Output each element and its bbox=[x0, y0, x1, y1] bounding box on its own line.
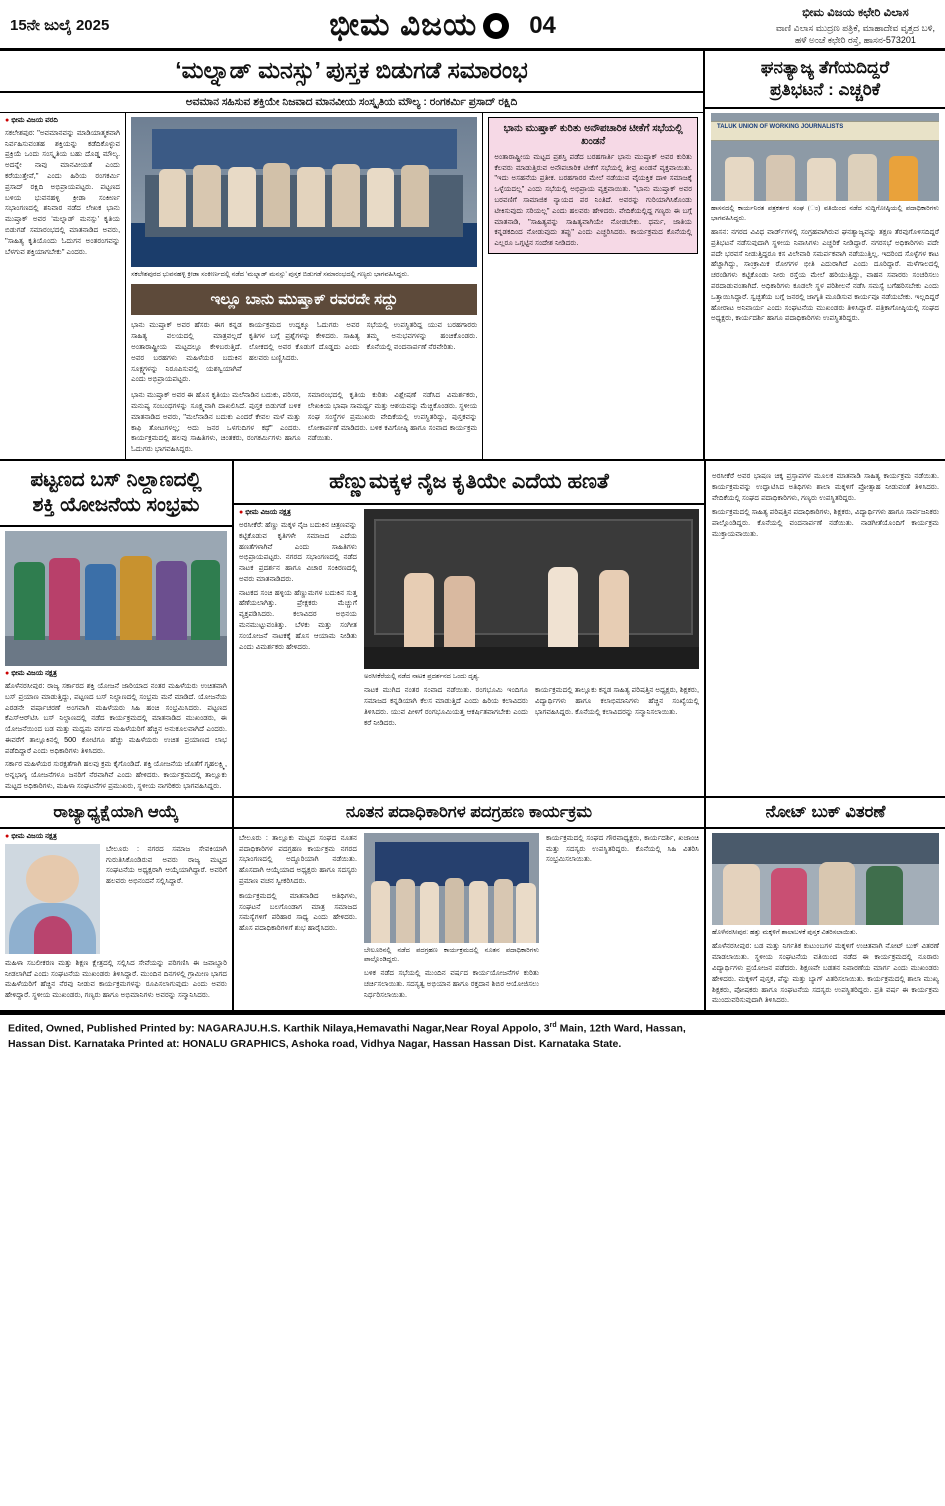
office-address-line-3: ಹಳೆ ಅಂಚೆ ಕಛೇರಿ ರಸ್ತೆ, ಹಾಸನ-573201 bbox=[794, 34, 916, 45]
lead-column-3 bbox=[483, 113, 703, 459]
oath-column-photo bbox=[364, 833, 539, 1000]
lead-story-right bbox=[705, 51, 945, 459]
lead-extra-columns bbox=[131, 390, 477, 455]
lead-headline: ‘ಮಲ್ನಾಡ್ ಮನಸ್ಸು’ ಪುಸ್ತಕ ಬಿಡುಗಡೆ ಸಮಾರಂಭ bbox=[0, 51, 703, 93]
shakti-headline bbox=[0, 461, 232, 527]
feature-banner: ಇಲ್ಲೂ ಬಾನು ಮುಷ್ತಾಕ್ ರವರದೇ ಸದ್ದು bbox=[131, 284, 477, 315]
drama-text-1: ಅರಸೀಕೆರೆ: ಹೆಣ್ಣು ಮಕ್ಕಳ ನೈಜ ಬದುಕಿನ ಚಿತ್ರಣವನ್ನು ಕಟ್ಟಿಕೊಡುವ ಕೃತಿಗಳೇ ಸಮಾಜದ ಎದೆಯ ಹಣತೆಗಳಾಗಿವೆ ಎಂದು ಸಾಹಿತಿಗಳು ಅಭಿಪ್ರಾಯಪಟ್ಟರು. ನಗರದ ಸಭಾಂಗಣದಲ್ಲಿ ನಡೆದ ನಾಟಕ ಪ್ರದರ್ಶನ ಹಾಗೂ ವಿಚಾರ ಸಂಕಿರಣದಲ್ಲಿ ಅವರು ಮಾತನಾಡಿದರು. bbox=[239, 519, 357, 583]
drama-story bbox=[234, 461, 706, 796]
drama-text-3: ನಾಟಕ ಮುಗಿದ ನಂತರ ಸಂವಾದ ನಡೆಯಿತು. ರಂಗಭೂಮಿ ಇಂದಿಗೂ ಸಮಾಜದ ಕನ್ನಡಿಯಾಗಿ ಕೆಲಸ ಮಾಡುತ್ತಿದೆ ಎಂದು ಹಿರಿಯ ಕಲಾವಿದರು ತಿಳಿಸಿದರು. ಯುವ ಪೀಳಿಗೆ ರಂಗಭೂಮಿಯತ್ತ ಆಕರ್ಷಿತವಾಗಬೇಕು ಎಂದು ಕರೆ ನೀಡಿದರು. bbox=[364, 685, 528, 727]
office-address-line-1: ಭೀಮ ವಿಜಯ ಕಛೇರಿ ವಿಲಾಸ bbox=[802, 7, 909, 19]
office-address bbox=[776, 6, 935, 46]
lead-story-left bbox=[0, 51, 705, 459]
byline: ● ಭೀಮ ವಿಜಯ ವರದಿ bbox=[5, 116, 58, 124]
right-headline bbox=[705, 51, 945, 109]
state-president-byline: ● ಭೀಮ ವಿಜಯ ನಕ್ಷತ್ರ bbox=[5, 832, 57, 840]
banner-column-1: ಭಾನು ಮುಷ್ತಾಕ್ ಅವರ ಹೆಸರು ಈಗ ಕನ್ನಡ ಸಾಹಿತ್ಯ ವಲಯದಲ್ಲಿ ಮಾತ್ರವಲ್ಲದೆ ಅಂತಾರಾಷ್ಟ್ರೀಯ ಮಟ್ಟದಲ್ಲೂ ಕೇಳಿಬರುತ್ತಿದೆ. ಅವರ ಬರಹಗಳು ಮಹಿಳೆಯರ ಬದುಕಿನ ಸೂಕ್ಷ್ಮಗಳನ್ನು ನಿರೂಪಿಸುವಲ್ಲಿ ಯಶಸ್ವಿಯಾಗಿವೆ ಎಂದು ಅಭಿಪ್ರಾಯಪಟ್ಟರು. bbox=[131, 320, 242, 384]
state-president-byline-text: ಭೀಮ ವಿಜಯ ನಕ್ಷತ್ರ bbox=[11, 832, 57, 840]
shakti-headline-line-2: ಶಕ್ತಿ ಯೋಜನೆಯ ಸಂಭ್ರಮ bbox=[32, 493, 200, 516]
section-bottom bbox=[0, 798, 945, 1012]
masthead bbox=[0, 0, 945, 51]
press-meet-caption: ಹಾಸನದಲ್ಲಿ ಕಾರ್ಯನಿರತ ಪತ್ರಕರ್ತರ ಸಂಘ (ಂ) ವತಿಯಿಂದ ನಡೆದ ಸುದ್ದಿಗೋಷ್ಠಿಯಲ್ಲಿ ಪದಾಧಿಕಾರಿಗಳು ಭಾಗವಹಿಸಿದ್ದರು. bbox=[711, 204, 939, 222]
right-story-text: ಹಾಸನ: ನಗರದ ವಿವಿಧ ವಾರ್ಡ್‌ಗಳಲ್ಲಿ ಸಂಗ್ರಹವಾಗಿರುವ ಘನತ್ಯಾಜ್ಯವನ್ನು ತಕ್ಷಣ ತೆರವುಗೊಳಿಸದಿದ್ದರೆ ಪ್ರತಿಭಟನೆ ನಡೆಸುವುದಾಗಿ ಸ್ಥಳೀಯ ನಿವಾಸಿಗಳು ಎಚ್ಚರಿಕೆ ನೀಡಿದ್ದಾರೆ. ನಗರಸಭೆ ಅಧಿಕಾರಿಗಳು ಪದೇ ಪದೇ ಭರವಸೆ ನೀಡುತ್ತಿದ್ದರೂ ಕಸ ವಿಲೇವಾರಿ ಸಮರ್ಪಕವಾಗಿ ನಡೆಯುತ್ತಿಲ್ಲ. ಇದರಿಂದ ಸೊಳ್ಳೆಗಳ ಕಾಟ ಹೆಚ್ಚಾಗಿದ್ದು, ಸಾಂಕ್ರಾಮಿಕ ರೋಗಗಳ ಭೀತಿ ಎದುರಾಗಿದೆ ಎಂದು ದೂರಿದ್ದಾರೆ. ಮಳೆಗಾಲದಲ್ಲಿ ಚರಂಡಿಗಳು ಕಟ್ಟಿಕೊಂಡು ನೀರು ರಸ್ತೆಯ ಮೇಲೆ ಹರಿಯುತ್ತಿದ್ದು, ವಾಹನ ಸವಾರರು ಸಂಚರಿಸಲು ಪರದಾಡುವಂತಾಗಿದೆ. ಅಧಿಕಾರಿಗಳು ಕೂಡಲೇ ಸ್ಥಳ ಪರಿಶೀಲನೆ ನಡೆಸಿ ಸಮಸ್ಯೆ ಬಗೆಹರಿಸಬೇಕು ಎಂದು ಒತ್ತಾಯಿಸಿದ್ದಾರೆ. ಸ್ವಚ್ಛತೆಯ ಬಗ್ಗೆ ಜನರಲ್ಲಿ ಜಾಗೃತಿ ಮೂಡಿಸುವ ಕಾರ್ಯವೂ ನಡೆಯಬೇಕು. ಇಲ್ಲದಿದ್ದರೆ ಹೋರಾಟ ಅನಿವಾರ್ಯ ಎಂದು ಸಂಘಟನೆಯ ಮುಖಂಡರು ತಿಳಿಸಿದ್ದಾರೆ. ಪತ್ರಿಕಾಗೋಷ್ಠಿಯಲ್ಲಿ ಸಂಘದ ಅಧ್ಯಕ್ಷರು, ಕಾರ್ಯದರ್ಶಿ ಹಾಗೂ ಪದಾಧಿಕಾರಿಗಳು ಉಪಸ್ಥಿತರಿದ್ದರು. bbox=[711, 227, 939, 323]
drama-byline-text: ಭೀಮ ವಿಜಯ ನಕ್ಷತ್ರ bbox=[245, 508, 291, 516]
drama-byline: ● ಭೀಮ ವಿಜಯ ನಕ್ಷತ್ರ bbox=[239, 508, 291, 516]
shakti-byline: ● ಭೀಮ ವಿಜಯ ನಕ್ಷತ್ರ bbox=[5, 669, 57, 677]
sidebar-box-criticism bbox=[488, 117, 698, 254]
oath-photo bbox=[364, 833, 539, 943]
newspaper-title: ಭೀಮ ವಿಜಯ bbox=[329, 7, 478, 43]
oath-text-1: ಬೇಲೂರು : ತಾಲ್ಲೂಕು ಮಟ್ಟದ ಸಂಘದ ನೂತನ ಪದಾಧಿಕಾರಿಗಳ ಪದಗ್ರಹಣ ಕಾರ್ಯಕ್ರಮ ನಗರದ ಸಭಾಂಗಣದಲ್ಲಿ ಅದ್ಧೂರಿಯಾಗಿ ನಡೆಯಿತು. ಹೊಸದಾಗಿ ಆಯ್ಕೆಯಾದ ಅಧ್ಯಕ್ಷರು ಹಾಗೂ ಸದಸ್ಯರು ಪ್ರಮಾಣ ವಚನ ಸ್ವೀಕರಿಸಿದರು. bbox=[239, 832, 357, 886]
shakti-byline-text: ಭೀಮ ವಿಜಯ ನಕ್ಷತ್ರ bbox=[11, 669, 57, 677]
oath-text-4: ಕಾರ್ಯಕ್ರಮದಲ್ಲಿ ಸಂಘದ ಗೌರವಾಧ್ಯಕ್ಷರು, ಕಾರ್ಯದರ್ಶಿ, ಖಜಾಂಚಿ ಮತ್ತು ಸದಸ್ಯರು ಉಪಸ್ಥಿತರಿದ್ದರು. ಕೊನೆಯಲ್ಲಿ ಸಿಹಿ ವಿತರಿಸಿ ಸಂಭ್ರಮಿಸಲಾಯಿತು. bbox=[546, 832, 699, 864]
oath-column-3 bbox=[546, 833, 699, 1000]
oath-ceremony-headline: ನೂತನ ಪದಾಧಿಕಾರಿಗಳ ಪದಗ್ರಹಣ ಕಾರ್ಯಕ್ರಮ bbox=[234, 798, 704, 829]
drama-headline: ಹೆಣ್ಣುಮಕ್ಕಳ ನೈಜ ಕೃತಿಯೇ ಎದೆಯ ಹಣತೆ bbox=[234, 461, 704, 505]
oath-text-2: ಕಾರ್ಯಕ್ರಮದಲ್ಲಿ ಮಾತನಾಡಿದ ಅತಿಥಿಗಳು, ಸಂಘಟನೆ ಬಲಗೊಂಡಾಗ ಮಾತ್ರ ಸಮಾಜದ ಸಮಸ್ಯೆಗಳಿಗೆ ಪರಿಹಾರ ಸಾಧ್ಯ ಎಂದು ಹೇಳಿದರು. ಹೊಸ ಪದಾಧಿಕಾರಿಗಳಿಗೆ ಶುಭ ಹಾರೈಸಿದರು. bbox=[239, 890, 357, 933]
shakti-headline-line-1: ಪಟ್ಟಣದ ಬಸ್ ನಿಲ್ದಾಣದಲ್ಲಿ bbox=[30, 468, 202, 491]
logo-icon bbox=[483, 13, 509, 39]
lead-body bbox=[0, 113, 703, 459]
drama-side-text-2: ಕಾರ್ಯಕ್ರಮದಲ್ಲಿ ಸಾಹಿತ್ಯ ಪರಿಷತ್ತಿನ ಪದಾಧಿಕಾರಿಗಳು, ಶಿಕ್ಷಕರು, ವಿದ್ಯಾರ್ಥಿಗಳು ಹಾಗೂ ಸಾರ್ವಜನಿಕರು ಪಾಲ್ಗೊಂಡಿದ್ದರು. ಕೊನೆಯಲ್ಲಿ ವಂದನಾರ್ಪಣೆ ನಡೆಯಿತು. ನಾಡಗೀತೆಯೊಂದಿಗೆ ಕಾರ್ಯಕ್ರಮ ಮುಕ್ತಾಯವಾಯಿತು. bbox=[712, 507, 939, 538]
lead-column-3-text: ಸಮಾರಂಭದಲ್ಲಿ ಕೃತಿಯ ಕುರಿತು ವಿಶ್ಲೇಷಣೆ ನಡೆಸಿದ ವಿಮರ್ಶಕರು, ಲೇಖಕಿಯ ಭಾಷಾ ಸಾಮರ್ಥ್ಯ ಮತ್ತು ಆಶಯವನ್ನು ಮೆಚ್ಚಿಕೊಂಡರು. ಸ್ಥಳೀಯ ಸಂಘ ಸಂಸ್ಥೆಗಳ ಪ್ರಮುಖರು ವೇದಿಕೆಯಲ್ಲಿ ಉಪಸ್ಥಿತರಿದ್ದು, ಪುಸ್ತಕವನ್ನು ಲೋಕಾರ್ಪಣೆ ಮಾಡಿದರು. ಬಳಿಕ ಕವಿಗೋಷ್ಠಿ ಹಾಗೂ ಸಂವಾದ ಕಾರ್ಯಕ್ರಮ ನಡೆಯಿತು. bbox=[307, 390, 478, 443]
masthead-center bbox=[329, 7, 556, 44]
drama-text-4: ಕಾರ್ಯಕ್ರಮದಲ್ಲಿ ತಾಲ್ಲೂಕು ಕನ್ನಡ ಸಾಹಿತ್ಯ ಪರಿಷತ್ತಿನ ಅಧ್ಯಕ್ಷರು, ಶಿಕ್ಷಕರು, ವಿದ್ಯಾರ್ಥಿಗಳು ಹಾಗೂ ಕಲಾಭಿಮಾನಿಗಳು ಹೆಚ್ಚಿನ ಸಂಖ್ಯೆಯಲ್ಲಿ ಭಾಗವಹಿಸಿದ್ದರು. ಕೊನೆಯಲ್ಲಿ ಕಲಾವಿದರನ್ನು ಸನ್ಮಾನಿಸಲಾಯಿತು. bbox=[535, 685, 699, 717]
oath-column-1 bbox=[239, 833, 357, 1000]
page-number: 04 bbox=[529, 11, 556, 39]
notebook-text: ಹೊಳೆನರಸೀಪುರ: ಬಡ ಮತ್ತು ನಿರ್ಗತಿಕ ಕುಟುಂಬಗಳ ಮಕ್ಕಳಿಗೆ ಉಚಿತವಾಗಿ ನೋಟ್ ಬುಕ್ ವಿತರಣೆ ಮಾಡಲಾಯಿತು. ಸ್ಥಳೀಯ ಸಂಘಟನೆಯ ವತಿಯಿಂದ ನಡೆದ ಈ ಕಾರ್ಯಕ್ರಮದಲ್ಲಿ ನೂರಾರು ವಿದ್ಯಾರ್ಥಿಗಳು ಪ್ರಯೋಜನ ಪಡೆದರು. ಶಿಕ್ಷಣವೇ ಬಡತನ ನಿವಾರಣೆಯ ಮಾರ್ಗ ಎಂದು ಮುಖಂಡರು ಹೇಳಿದರು. ಮಕ್ಕಳಿಗೆ ಪುಸ್ತಕ, ಪೆನ್ನು ಮತ್ತು ಬ್ಯಾಗ್ ವಿತರಿಸಲಾಯಿತು. ಕಾರ್ಯಕ್ರಮದಲ್ಲಿ ಶಾಲಾ ಮುಖ್ಯ ಶಿಕ್ಷಕರು, ಪೋಷಕರು ಹಾಗೂ ಸಂಘಟನೆಯ ಸದಸ್ಯರು ಉಪಸ್ಥಿತರಿದ್ದರು. ಪ್ರತಿ ವರ್ಷ ಈ ಕಾರ್ಯಕ್ರಮ ಮುಂದುವರಿಸುವುದಾಗಿ ತಿಳಿಸಿದರು. bbox=[712, 941, 939, 1005]
state-president-headline: ರಾಜ್ಯಾಧ್ಯಕ್ಷೆಯಾಗಿ ಆಯ್ಕೆ bbox=[0, 798, 232, 829]
state-president-text-2: ಮಹಿಳಾ ಸಬಲೀಕರಣ ಮತ್ತು ಶಿಕ್ಷಣ ಕ್ಷೇತ್ರದಲ್ಲಿ ಸಲ್ಲಿಸಿದ ಸೇವೆಯನ್ನು ಪರಿಗಣಿಸಿ ಈ ಜವಾಬ್ದಾರಿ ನೀಡಲಾಗಿದೆ ಎಂದು ಸಂಘಟನೆಯ ಮುಖಂಡರು ತಿಳಿಸಿದ್ದಾರೆ. ಮುಂದಿನ ದಿನಗಳಲ್ಲಿ ಗ್ರಾಮೀಣ ಭಾಗದ ಮಹಿಳೆಯರಿಗೆ ಹೆಚ್ಚಿನ ನೆರವು ನೀಡುವ ಕಾರ್ಯಕ್ರಮಗಳನ್ನು ರೂಪಿಸಲಾಗುವುದು ಎಂದು ಅವರು ಹೇಳಿದ್ದಾರೆ. ಸ್ಥಳೀಯ ಮುಖಂಡರು, ಗಣ್ಯರು ಹಾಗೂ ಅಭಿಮಾನಿಗಳು ಅವರನ್ನು ಸನ್ಮಾನಿಸಿದರು. bbox=[5, 957, 227, 1000]
drama-side-column bbox=[706, 461, 945, 796]
shakti-scheme-story bbox=[0, 461, 234, 796]
oath-photo-caption: ಬೇಲೂರಿನಲ್ಲಿ ನಡೆದ ಪದಗ್ರಹಣ ಕಾರ್ಯಕ್ರಮದಲ್ಲಿ ನೂತನ ಪದಾಧಿಕಾರಿಗಳು ಪಾಲ್ಗೊಂಡಿದ್ದರು. bbox=[364, 946, 539, 964]
lead-subheadline: ಅವಮಾನ ಸಹಿಸುವ ಶಕ್ತಿಯೇ ನಿಜವಾದ ಮಾನವೀಯ ಸಂಸ್ಕೃತಿಯ ಮೌಲ್ಯ : ರಂಗಕರ್ಮಿ ಪ್ರಸಾದ್ ರಕ್ಷಿದಿ bbox=[0, 93, 703, 113]
section-middle bbox=[0, 461, 945, 798]
drama-column-1 bbox=[239, 509, 357, 729]
drama-photo-caption: ಅರಸೀಕೆರೆಯಲ್ಲಿ ನಡೆದ ನಾಟಕ ಪ್ರದರ್ಶನದ ಒಂದು ದೃಶ್ಯ. bbox=[364, 672, 480, 680]
shakti-photo bbox=[5, 531, 227, 666]
right-headline-line-1: ಘನತ್ಯಾಜ್ಯ ತೆಗೆಯದಿದ್ದರೆ bbox=[760, 57, 890, 77]
drama-text-2: ನಾಟಕದ ಸಂಚಿ ಹಳ್ಳಿಯ ಹೆಣ್ಣುಮಗಳ ಬದುಕಿನ ಸುತ್ತ ಹೆಣೆಯಲಾಗಿತ್ತು. ಪ್ರೇಕ್ಷಕರು ಮೆಚ್ಚುಗೆ ವ್ಯಕ್ತಪಡಿಸಿದರು. ಕಲಾವಿದರ ಅಭಿನಯ ಮನಮುಟ್ಟುವಂತಿತ್ತು. ಬೆಳಕು ಮತ್ತು ಸಂಗೀತ ಸಂಯೋಜನೆ ನಾಟಕಕ್ಕೆ ಹೊಸ ಆಯಾಮ ನೀಡಿತು ಎಂದು ವಿಮರ್ಶಕರು ಹೇಳಿದರು. bbox=[239, 587, 357, 651]
drama-photo bbox=[364, 509, 699, 669]
banner-column-2: ಕಾರ್ಯಕ್ರಮದ ಉದ್ದಕ್ಕೂ ಓದುಗರು ಅವರ ಕೃತಿಗಳ ಬಗ್ಗೆ ಪ್ರಶ್ನೆಗಳನ್ನು ಕೇಳಿದರು. ಸಾಹಿತ್ಯ ಲೋಕದಲ್ಲಿ ಅವರ ಕೊಡುಗೆ ದೊಡ್ಡದು ಎಂದು ಹಲವರು ಬಣ್ಣಿಸಿದರು. bbox=[248, 320, 360, 362]
drama-side-text-1: ಅರಸೀಕೆರೆ ಅವರ ಭಾಷಣ ಚಿಕ್ಕ ಪ್ರಸ್ತಾಪಗಳ ಮೂಲಕ ಮಾತನಾಡಿ ಸಾಹಿತ್ಯ ಕಾರ್ಯಕ್ರಮ ನಡೆಯಿತು. ಕಾರ್ಯಕ್ರಮವನ್ನು ಉದ್ಘಾಟಿಸಿದ ಅತಿಥಿಗಳು ಶಾಲಾ ಮಕ್ಕಳಿಗೆ ಪ್ರೋತ್ಸಾಹ ನೀಡುವಂತೆ ತಿಳಿಸಿದರು. ವೇದಿಕೆಯಲ್ಲಿ ಸಂಘದ ಪದಾಧಿಕಾರಿಗಳು, ಗಣ್ಯರು ಉಪಸ್ಥಿತರಿದ್ದರು. bbox=[712, 470, 939, 502]
right-headline-line-2: ಪ್ರತಿಭಟನೆ : ಎಚ್ಚರಿಕೆ bbox=[769, 79, 881, 99]
drama-column-main bbox=[364, 509, 699, 729]
feature-banner-columns bbox=[131, 320, 477, 385]
notebook-photo bbox=[712, 833, 939, 925]
footer-imprint bbox=[0, 1012, 945, 1059]
lead-column-2 bbox=[126, 113, 483, 459]
issue-date: 15ನೇ ಜುಲೈ 2025 bbox=[10, 17, 110, 35]
portrait-photo bbox=[5, 844, 100, 954]
office-address-line-2: ವಾಣಿ ವಿಲಾಸ ಮುದ್ರಣ ಪತ್ರಿಕೆ, ಮಾಹಾದೇವ ವೃತ್ತದ ಬಳಿ, bbox=[775, 22, 935, 33]
byline-text: ಭೀಮ ವಿಜಯ ವರದಿ bbox=[11, 116, 58, 124]
section-lead-story bbox=[0, 51, 945, 461]
lead-column-1 bbox=[0, 113, 126, 459]
lead-photo bbox=[131, 117, 477, 267]
footer-line-1: Edited, Owned, Published Printed by: NAGARAJU.H.S. Karthik Nilaya,Hemavathi Nagar,Near Royal Appolo, 3 bbox=[8, 1022, 550, 1035]
state-president-text-1: ಬೇಲೂರು : ನಗರದ ಸಮಾಜ ಸೇವಕಿಯಾಗಿ ಗುರುತಿಸಿಕೊಂಡಿರುವ ಅವರು ರಾಜ್ಯ ಮಟ್ಟದ ಸಂಘಟನೆಯ ಅಧ್ಯಕ್ಷರಾಗಿ ಆಯ್ಕೆಯಾಗಿದ್ದಾರೆ. ಅವರಿಗೆ ಹಲವರು ಅಭಿನಂದನೆ ಸಲ್ಲಿಸಿದ್ದಾರೆ. bbox=[106, 843, 227, 886]
banner-column-3: ಸಭೆಯಲ್ಲಿ ಉಪಸ್ಥಿತರಿದ್ದ ಯುವ ಬರಹಗಾರರು ತಮ್ಮ ಅನುಭವಗಳನ್ನು ಹಂಚಿಕೊಂಡರು. ಕೊನೆಯಲ್ಲಿ ವಂದನಾರ್ಪಣೆ ನೆರವೇರಿತು. bbox=[366, 320, 478, 351]
lead-photo-caption: ಸಕಲೇಶಪುರದ ಭುವನಹಳ್ಳಿ ಕ್ರೀಡಾ ಸಂಕೀರ್ಣದಲ್ಲಿ ನಡೆದ ‘ಮಲ್ನಾಡ್ ಮನಸ್ಸು’ ಪುಸ್ತಕ ಬಿಡುಗಡೆ ಸಮಾರಂಭದಲ್ಲಿ ಗಣ್ಯರು ಭಾಗವಹಿಸಿದ್ದರು. bbox=[131, 270, 409, 278]
oath-text-3: ಬಳಿಕ ನಡೆದ ಸಭೆಯಲ್ಲಿ ಮುಂದಿನ ವರ್ಷದ ಕಾರ್ಯಯೋಜನೆಗಳ ಕುರಿತು ಚರ್ಚಿಸಲಾಯಿತು. ಸದಸ್ಯತ್ವ ಅಭಿಯಾನ ಹಾಗೂ ರಕ್ತದಾನ ಶಿಬಿರ ಆಯೋಜಿಸಲು ನಿರ್ಧರಿಸಲಾಯಿತು. bbox=[364, 967, 539, 999]
state-president-story bbox=[0, 798, 234, 1010]
notebook-photo-caption: ಹೊಳೆನರಸೀಪುರ: ಹತ್ತು ಮಕ್ಕಳಿಗೆ ಶಾಲಾಬಳಕೆ ಪುಸ್ತಕ ವಿತರಿಸಲಾಯಿತು. bbox=[712, 928, 858, 936]
shakti-text-2: ಸರ್ಕಾರ ಮಹಿಳೆಯರ ಸುರಕ್ಷತೆಗಾಗಿ ಹಲವು ಕ್ರಮ ಕೈಗೊಂಡಿದೆ. ಶಕ್ತಿ ಯೋಜನೆಯ ಜೊತೆಗೆ ಗೃಹಲಕ್ಷ್ಮಿ, ಅನ್ನಭಾಗ್ಯ ಯೋಜನೆಗಳೂ ಜನರಿಗೆ ನೆರವಾಗಿವೆ ಎಂದು ಹೇಳಿದರು. ಕಾರ್ಯಕ್ರಮದಲ್ಲಿ ತಾಲ್ಲೂಕು ಮಟ್ಟದ ಅಧಿಕಾರಿಗಳು, ಮಹಿಳಾ ಸಂಘಟನೆಗಳ ಪ್ರಮುಖರು, ಸ್ಥಳೀಯ ನಾಗರಿಕರು ಭಾಗವಹಿಸಿದ್ದರು. bbox=[5, 759, 227, 791]
sidebar-box-heading: ಭಾನು ಮುಷ್ತಾಕ್ ಕುರಿತು ಅನೌಪಚಾರಿಕ ಟೀಕೆಗೆ ಸಭೆಯಲ್ಲಿ ಖಂಡನೆ bbox=[503, 122, 683, 148]
footer-ordinal: rd bbox=[549, 1022, 557, 1030]
lead-column-1-text: ಸಕಲೇಶಪುರ: ''ಅವಮಾನವನ್ನು ಮಾಡಿಯಾತ್ಮಕವಾಗಿ ನಿರ್ವಹಿಸುವಂತಹ ಶಕ್ತಿಯನ್ನು ಕಡೆದಿಕೊಳ್ಳುವ ಪ್ರಕ್ರಿಯೆ ಒಂದು ಸಂಸ್ಕೃತಿಯ ಬಹು ದೊಡ್ಡ ಮೌಲ್ಯ. ಅದನ್ನೇ ನಾವು ಮಾನವೀಯತೆ ಎಂದು ಕರೆಯುತ್ತೇವೆ,'' ಎಂದು ಹಿರಿಯ ರಂಗಕರ್ಮಿ ಪ್ರಸಾದ್ ರಕ್ಷಿದಿ ಅಭಿಪ್ರಾಯಪಟ್ಟರು. ಪಟ್ಟಣದ ಬಳಿಯ ಭುವನಹಳ್ಳಿ ಕ್ರೀಡಾ ಸಂಕೀರ್ಣ ಸಭಾಂಗಣದಲ್ಲಿ ಶನಿವಾರ ನಡೆದ ಲೇಖಕ ಭಾನು ಮುಷ್ತಾಕ್ ಅವರ ‘ಮಲ್ನಾಡ್ ಮನಸ್ಸು’ ಕೃತಿಯ ಬಿಡುಗಡೆ ಸಮಾರಂಭದಲ್ಲಿ ಮಾತನಾಡಿದ ಅವರು, ''ಸಾಹಿತ್ಯ ಕೃತಿಯೊಂದು ಓದುಗನ ಅಂತರಂಗವನ್ನು ಬೆಳಗುವ ಶಕ್ತಿಯಾಗಬೇಕು'' ಎಂದರು. bbox=[5, 127, 121, 256]
sidebar-box-text: ಅಂತಾರಾಷ್ಟ್ರೀಯ ಮಟ್ಟದ ಪ್ರಶಸ್ತಿ ಪಡೆದ ಬರಹಗಾರ್ತಿ ಭಾನು ಮುಷ್ತಾಕ್ ಅವರ ಕುರಿತು ಕೆಲವರು ಮಾಡುತ್ತಿರುವ ಅನೌಪಚಾರಿಕ ಟೀಕೆಗೆ ಸಭೆಯಲ್ಲಿ ತೀವ್ರ ಖಂಡನೆ ವ್ಯಕ್ತವಾಯಿತು. ''ಇದು ಅಸಹನೆಯ ಪ್ರತೀಕ. ಬರಹಗಾರರ ಮೇಲೆ ನಡೆಯುವ ವೈಯಕ್ತಿಕ ದಾಳಿ ಸಮಾಜಕ್ಕೆ ಒಳ್ಳೆಯದಲ್ಲ'' ಎಂದು ಸಭೆಯಲ್ಲಿ ಅಭಿಪ್ರಾಯ ವ್ಯಕ್ತವಾಯಿತು. ''ಭಾನು ಮುಷ್ತಾಕ್ ಅವರ ಬರವಣಿಗೆ ಸಾಮಾಜಿಕ ನ್ಯಾಯದ ಪರ ನಿಂತಿದೆ. ಅವರನ್ನು ಗುರಿಯಾಗಿಸಿಕೊಂಡು ಟೀಕಿಸುವುದು ಸರಿಯಲ್ಲ'' ಎಂದು ಹಲವರು ಹೇಳಿದರು. ವೇದಿಕೆಯಲ್ಲಿದ್ದ ಗಣ್ಯರು ಈ ಬಗ್ಗೆ ಮಾತನಾಡಿ, ''ಸಾಹಿತ್ಯವನ್ನು ಸಾಹಿತ್ಯವಾಗಿಯೇ ನೋಡಬೇಕು. ಧರ್ಮ, ಜಾತಿಯ ಕನ್ನಡಕದಿಂದ ನೋಡುವುದು ತಪ್ಪು'' ಎಂದು ಎಚ್ಚರಿಸಿದರು. ಕಾರ್ಯಕ್ರಮದ ಕೊನೆಯಲ್ಲಿ ಎಲ್ಲರೂ ಒಗ್ಗಟ್ಟಿನ ಸಂದೇಶ ನೀಡಿದರು. bbox=[494, 151, 692, 248]
lead-column-2-text: ಭಾನು ಮುಷ್ತಾಕ್ ಅವರ ಈ ಹೊಸ ಕೃತಿಯು ಮಲೆನಾಡಿನ ಬದುಕು, ಪರಿಸರ, ಮನುಷ್ಯ ಸಂಬಂಧಗಳನ್ನು ಸೂಕ್ಷ್ಮವಾಗಿ ದಾಖಲಿಸಿದೆ. ಪುಸ್ತಕ ಬಿಡುಗಡೆ ಬಳಿಕ ಮಾತನಾಡಿದ ಅವರು, ''ಮಲೆನಾಡಿನ ಬದುಕು ಎಂದರೆ ಕೇವಲ ಮಳೆ ಮತ್ತು ಕಾಫಿ ತೋಟಗಳಲ್ಲ; ಅದು ಜನರ ಒಳಗುದಿಗಳ ಕಥೆ'' ಎಂದರು. ಕಾರ್ಯಕ್ರಮದಲ್ಲಿ ಹಲವು ಸಾಹಿತಿಗಳು, ಚಿಂತಕರು, ರಂಗಕರ್ಮಿಗಳು ಹಾಗೂ ಓದುಗರು ಭಾಗವಹಿಸಿದ್ದರು. bbox=[131, 390, 301, 454]
oath-ceremony-story bbox=[234, 798, 706, 1010]
footer-line-1-cont: Main, 12th Ward, Hassan, bbox=[556, 1022, 686, 1035]
footer-line-2: Hassan Dist. Karnataka Printed at: HONALU GRAPHICS, Ashoka road, Vidhya Nagar, Hassan Hassan Dist. Karnataka State. bbox=[8, 1038, 622, 1051]
press-meet-photo bbox=[711, 113, 939, 201]
banner-text: TALUK UNION OF WORKING JOURNALISTS bbox=[717, 123, 844, 130]
notebook-distribution-story bbox=[706, 798, 945, 1010]
shakti-text-1: ಹೊಳೆನರಸೀಪುರ: ರಾಜ್ಯ ಸರ್ಕಾರದ ಶಕ್ತಿ ಯೋಜನೆ ಜಾರಿಯಾದ ನಂತರ ಮಹಿಳೆಯರು ಉಚಿತವಾಗಿ ಬಸ್ ಪ್ರಯಾಣ ಮಾಡುತ್ತಿದ್ದು, ಪಟ್ಟಣದ ಬಸ್ ನಿಲ್ದಾಣದಲ್ಲಿ ಸಂಭ್ರಮ ಮನೆ ಮಾಡಿದೆ. ಯೋಜನೆಯ ಎರಡನೇ ವರ್ಷಾಚರಣೆ ಅಂಗವಾಗಿ ಮಹಿಳೆಯರು ಸಿಹಿ ಹಂಚಿ ಸಂಭ್ರಮಿಸಿದರು. ಪಟ್ಟಣದ ಕೆಎಸ್ಆರ್‌ಟಿಸಿ ಬಸ್ ನಿಲ್ದಾಣದಲ್ಲಿ ನಡೆದ ಕಾರ್ಯಕ್ರಮದಲ್ಲಿ ಮಾತನಾಡಿದ ಮುಖಂಡರು, ಈ ಯೋಜನೆಯಿಂದ ಬಡ ಮತ್ತು ಮಧ್ಯಮ ವರ್ಗದ ಮಹಿಳೆಯರಿಗೆ ಹೆಚ್ಚಿನ ಅನುಕೂಲವಾಗಿದೆ ಎಂದರು. ಈವರೆಗೆ ತಾಲ್ಲೂಕಿನಲ್ಲಿ 500 ಕೋಟಿಗೂ ಹೆಚ್ಚು ಮಹಿಳೆಯರು ಉಚಿತ ಪ್ರಯಾಣದ ಲಾಭ ಪಡೆದಿದ್ದಾರೆ ಎಂದು ಅಧಿಕಾರಿಗಳು ತಿಳಿಸಿದರು. bbox=[5, 680, 227, 755]
notebook-headline: ನೋಟ್ ಬುಕ್ ವಿತರಣೆ bbox=[706, 798, 945, 829]
